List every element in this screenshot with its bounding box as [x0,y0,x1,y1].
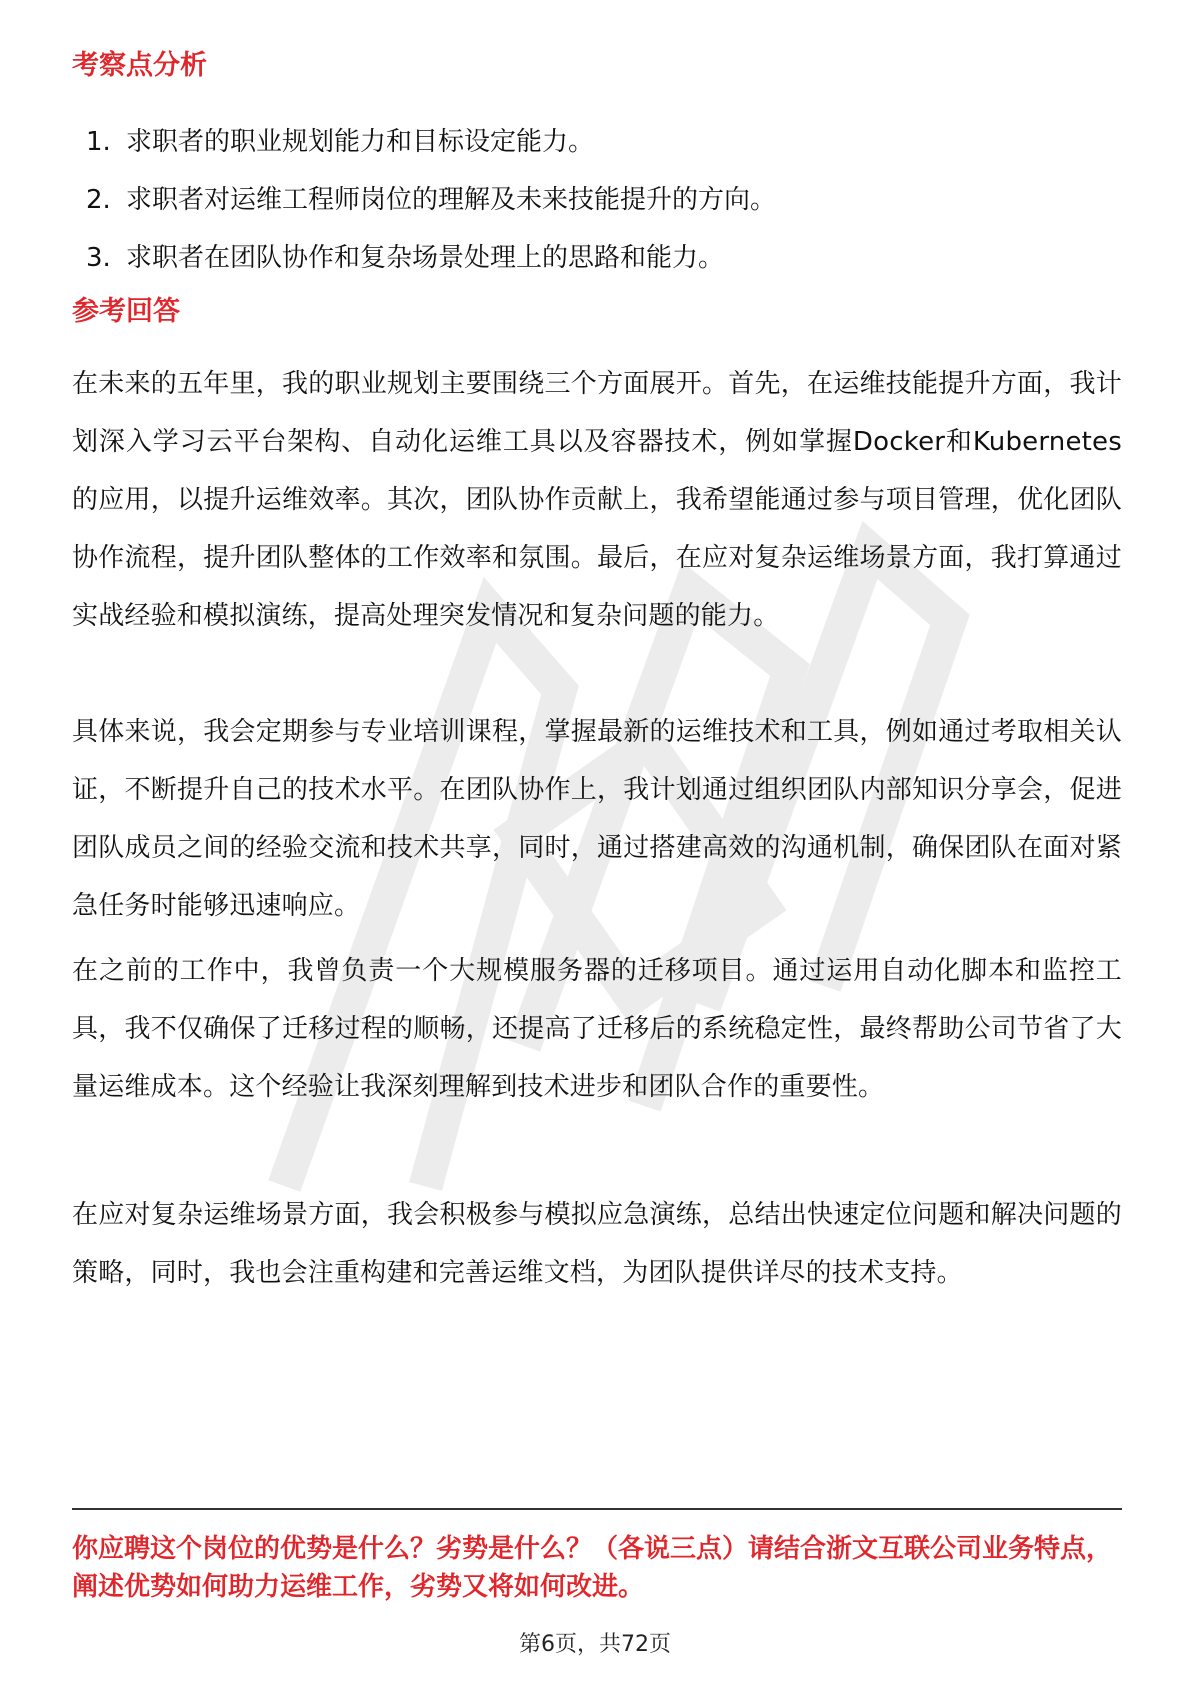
list-item [72,238,1122,296]
answer-paragraph: 具体来说，我会定期参与专业培训课程，掌握最新的运维技术和工具，例如通过考取相关认证，不断提升自己的技术水平。在团队协作上，我计划通过组织团队内部知识分享会，促进团队成员之间的经验交流和技术共享，同时，通过搭建高效的沟通机制，确保团队在面对紧急任务时能够迅速响应。 [72,717,1122,921]
analysis-list [72,122,1122,296]
answer-paragraph: 在未来的五年里，我的职业规划主要围绕三个方面展开。首先，在运维技能提升方面，我计划深入学习云平台架构、自动化运维工具以及容器技术，例如掌握Docker和Kubernetes的应用，以提升运维效率。其次，团队协作贡献上，我希望能通过参与项目管理，优化团队协作流程，提升团队整体的工作效率和氛围。最后，在应对复杂运维场景方面，我打算通过实战经验和模拟演练，提高处理突发情况和复杂问题的能力。 [72,369,1122,631]
list-item [72,122,1122,180]
analysis-title: 考察点分析 [72,50,207,81]
list-item-number: 3. [86,243,111,273]
list-item-text: 求职者的职业规划能力和目标设定能力。 [126,127,595,157]
next-question: 你应聘这个岗位的优势是什么？劣势是什么？（各说三点）请结合浙文互联公司业务特点，阐述优势如何助力运维工作，劣势又将如何改进。 [72,1534,1113,1602]
page-footer: 第6页，共72页 [519,1632,671,1657]
answer-paragraph: 在之前的工作中，我曾负责一个大规模服务器的迁移项目。通过运用自动化脚本和监控工具，我不仅确保了迁移过程的顺畅，还提高了迁移后的系统稳定性，最终帮助公司节省了大量运维成本。这个经验让我深刻理解到技术进步和团队合作的重要性。 [72,956,1122,1102]
list-item-text: 求职者对运维工程师岗位的理解及未来技能提升的方向。 [126,185,777,215]
list-item-number: 2. [86,185,111,215]
list-item-text: 求职者在团队协作和复杂场景处理上的思路和能力。 [126,243,725,273]
answer-title: 参考回答 [72,296,180,327]
list-item [72,180,1122,238]
list-item-number: 1. [86,127,111,157]
answer-paragraph: 在应对复杂运维场景方面，我会积极参与模拟应急演练，总结出快速定位问题和解决问题的策略，同时，我也会注重构建和完善运维文档，为团队提供详尽的技术支持。 [72,1200,1122,1288]
section-divider [72,1508,1122,1510]
